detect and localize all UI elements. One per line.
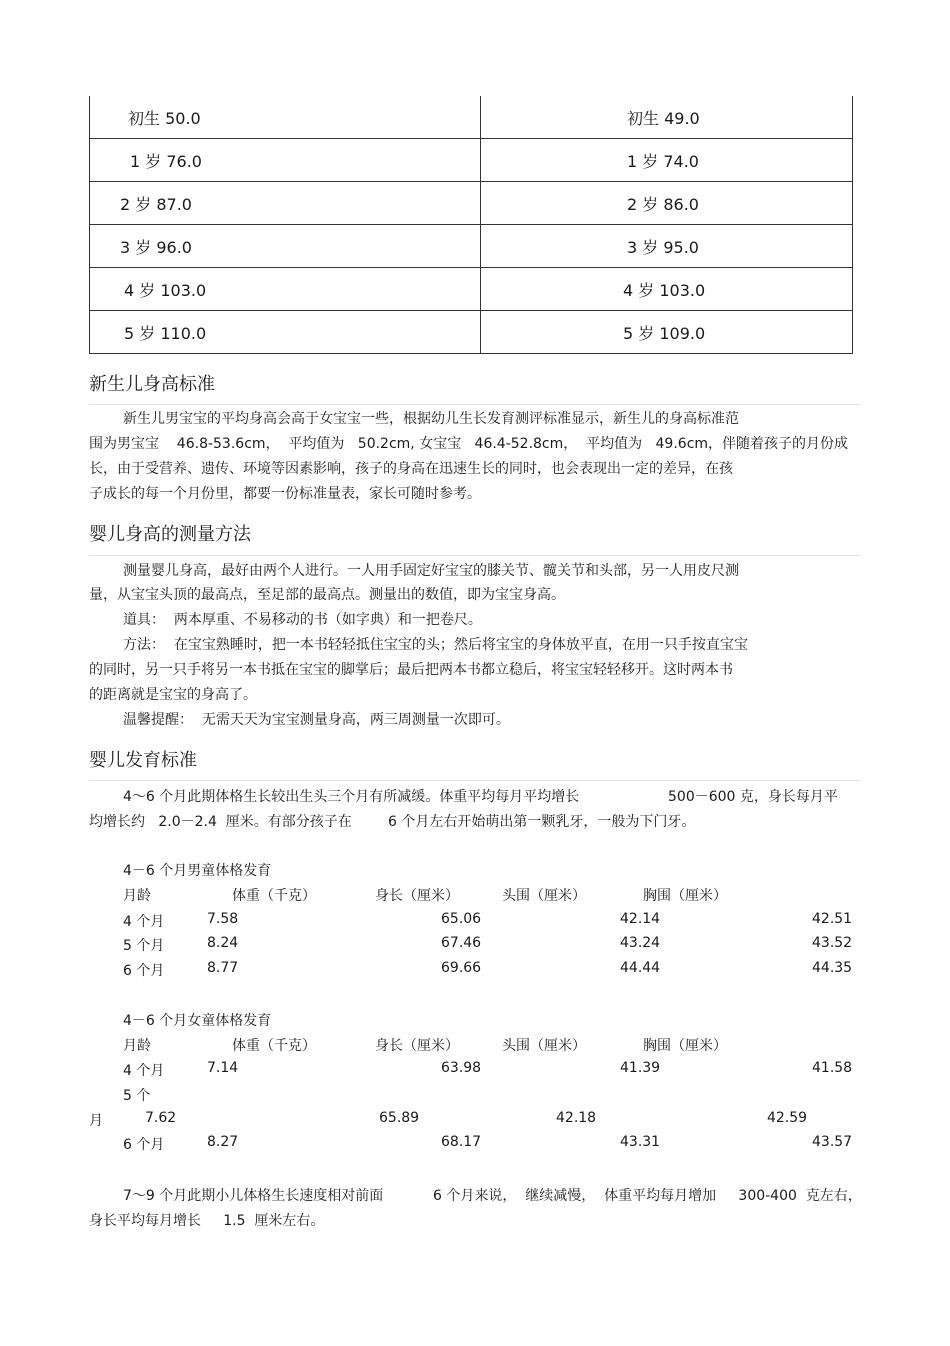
- table-cell: [481, 225, 853, 268]
- cell-text: 2 岁 86.0: [627, 194, 699, 214]
- col-header: 胸围（厘米）: [643, 1038, 727, 1054]
- boys-age: 6 个月: [123, 963, 165, 979]
- cell-text: 初生 49.0: [627, 108, 700, 128]
- section-heading-measure: 婴儿身高的测量方法: [89, 524, 251, 545]
- col-header: 头围（厘米）: [502, 888, 586, 904]
- paragraph-line: 均增长约 2.0－2.4 厘米。有部分孩子在: [89, 814, 352, 830]
- table-row: [90, 225, 853, 268]
- cell-text: 5 岁 110.0: [124, 323, 207, 343]
- boys-head: 43.24: [620, 935, 661, 951]
- section-heading-development: 婴儿发育标准: [89, 750, 197, 771]
- col-header: 头围（厘米）: [502, 1038, 586, 1054]
- col-header: 胸围（厘米）: [643, 888, 727, 904]
- cell-text: 4 岁 103.0: [623, 280, 706, 300]
- table-cell: [481, 268, 853, 311]
- boys-weight: 8.77: [207, 960, 239, 976]
- table-row: [90, 311, 853, 354]
- paragraph-line: 长，由于受营养、遗传、环境等因素影响，孩子的身高在迅速生长的同时，也会表现出一定的差异，在孩: [89, 461, 733, 477]
- girls-age: 5 个: [123, 1088, 151, 1104]
- table-row: [90, 268, 853, 311]
- girls-weight: 8.27: [207, 1134, 239, 1150]
- paragraph-line: 量，从宝宝头顶的最高点，至足部的最高点。测量出的数值，即为宝宝身高。: [89, 587, 565, 603]
- girls-length: 68.17: [441, 1134, 482, 1150]
- col-header: 身长（厘米）: [375, 888, 459, 904]
- boys-weight: 7.58: [207, 911, 239, 927]
- col-header: 体重（千克）: [232, 888, 316, 904]
- table-row: [90, 182, 853, 225]
- cell-text: 2 岁 87.0: [120, 194, 192, 214]
- girls-weight: 7.62: [145, 1110, 177, 1126]
- boys-length: 69.66: [441, 960, 482, 976]
- girls-length: 65.89: [379, 1110, 420, 1126]
- cell-text: 3 岁 96.0: [120, 237, 192, 257]
- boys-age: 5 个月: [123, 938, 165, 954]
- table-row: [90, 96, 853, 139]
- girls-chest: 41.58: [812, 1060, 853, 1076]
- col-header: 体重（千克）: [232, 1038, 316, 1054]
- table-cell: [90, 96, 481, 139]
- girls-weight: 7.14: [207, 1060, 239, 1076]
- boys-chest: 44.35: [812, 960, 853, 976]
- girls-chest: 42.59: [767, 1110, 808, 1126]
- paragraph-line: 道具： 两本厚重、不易移动的书（如字典）和一把卷尺。: [123, 612, 482, 628]
- boys-chest: 43.52: [812, 935, 853, 951]
- paragraph-line: 6 个月左右开始萌出第一颗乳牙，一般为下门牙。: [388, 814, 696, 830]
- cell-text: 4 岁 103.0: [124, 280, 207, 300]
- paragraph-line: 的距离就是宝宝的身高了。: [89, 687, 257, 703]
- paragraph-line: 方法： 在宝宝熟睡时，把一本书轻轻抵住宝宝的头；然后将宝宝的身体放平直，在用一只手按直宝宝: [123, 637, 748, 653]
- cell-text: 5 岁 109.0: [623, 323, 706, 343]
- girls-head: 41.39: [620, 1060, 661, 1076]
- table-cell: [90, 139, 481, 182]
- cell-text: 1 岁 74.0: [627, 151, 699, 171]
- table-cell: [90, 311, 481, 354]
- paragraph-line: 子成长的每一个月份里，都要一份标准量表，家长可随时参考。: [89, 486, 481, 502]
- boys-head: 44.44: [620, 960, 661, 976]
- table-row: [90, 139, 853, 182]
- paragraph-line: 的同时，另一只手将另一本书抵在宝宝的脚掌后；最后把两本书都立稳后，将宝宝轻轻移开。这时两本书: [89, 662, 733, 678]
- table-cell: [481, 139, 853, 182]
- girls-head: 43.31: [620, 1134, 661, 1150]
- cell-text: 3 岁 95.0: [627, 237, 699, 257]
- section-divider: [89, 404, 861, 405]
- paragraph-line: 新生儿男宝宝的平均身高会高于女宝宝一些，根据幼儿生长发育测评标准显示，新生儿的身高标准范: [123, 411, 739, 427]
- paragraph-line: 身长平均每月增长 1.5 厘米左右。: [89, 1213, 325, 1229]
- girls-table-title: 4－6 个月女童体格发育: [123, 1013, 272, 1029]
- section-heading-newborn: 新生儿身高标准: [89, 374, 215, 395]
- paragraph-line: 4～6 个月此期体格生长较出生头三个月有所减缓。体重平均每月平均增长: [123, 789, 580, 805]
- cell-text: 1 岁 76.0: [130, 151, 202, 171]
- boys-length: 67.46: [441, 935, 482, 951]
- girls-head: 42.18: [556, 1110, 597, 1126]
- paragraph-line: 500－600 克，身长每月平: [668, 789, 838, 805]
- girls-age: 4 个月: [123, 1063, 165, 1079]
- girls-length: 63.98: [441, 1060, 482, 1076]
- table-cell: [481, 311, 853, 354]
- paragraph-line: 围为男宝宝 46.8-53.6cm， 平均值为 50.2cm, 女宝宝 46.4-52.8cm， 平均值为 49.6cm，伴随着孩子的月份成: [89, 436, 849, 452]
- col-header: 月龄: [123, 1038, 151, 1054]
- section-divider: [89, 780, 861, 781]
- cell-text: 初生 50.0: [128, 108, 201, 128]
- table-cell: [90, 182, 481, 225]
- col-header: 月龄: [123, 888, 151, 904]
- paragraph-line: 温馨提醒： 无需天天为宝宝测量身高，两三周测量一次即可。: [123, 712, 510, 728]
- girls-age: 6 个月: [123, 1137, 165, 1153]
- table-cell: [90, 225, 481, 268]
- boys-length: 65.06: [441, 911, 482, 927]
- table-cell: [90, 268, 481, 311]
- paragraph-line: 测量婴儿身高，最好由两个人进行。一人用手固定好宝宝的膝关节、髋关节和头部，另一人用皮尺测: [123, 563, 739, 579]
- boys-age: 4 个月: [123, 914, 165, 930]
- table-cell: [481, 96, 853, 139]
- boys-head: 42.14: [620, 911, 661, 927]
- paragraph-line: 7～9 个月此期小儿体格生长速度相对前面: [123, 1188, 384, 1204]
- girls-chest: 43.57: [812, 1134, 853, 1150]
- boys-chest: 42.51: [812, 911, 853, 927]
- boys-weight: 8.24: [207, 935, 239, 951]
- boys-table-title: 4－6 个月男童体格发育: [123, 863, 272, 879]
- height-table: [89, 96, 853, 354]
- col-header: 身长（厘米）: [375, 1038, 459, 1054]
- girls-age-wrap: 月: [89, 1113, 103, 1129]
- paragraph-line: 6 个月来说， 继续减慢， 体重平均每月增加 300-400 克左右，: [433, 1188, 862, 1204]
- section-divider: [89, 555, 861, 556]
- table-cell: [481, 182, 853, 225]
